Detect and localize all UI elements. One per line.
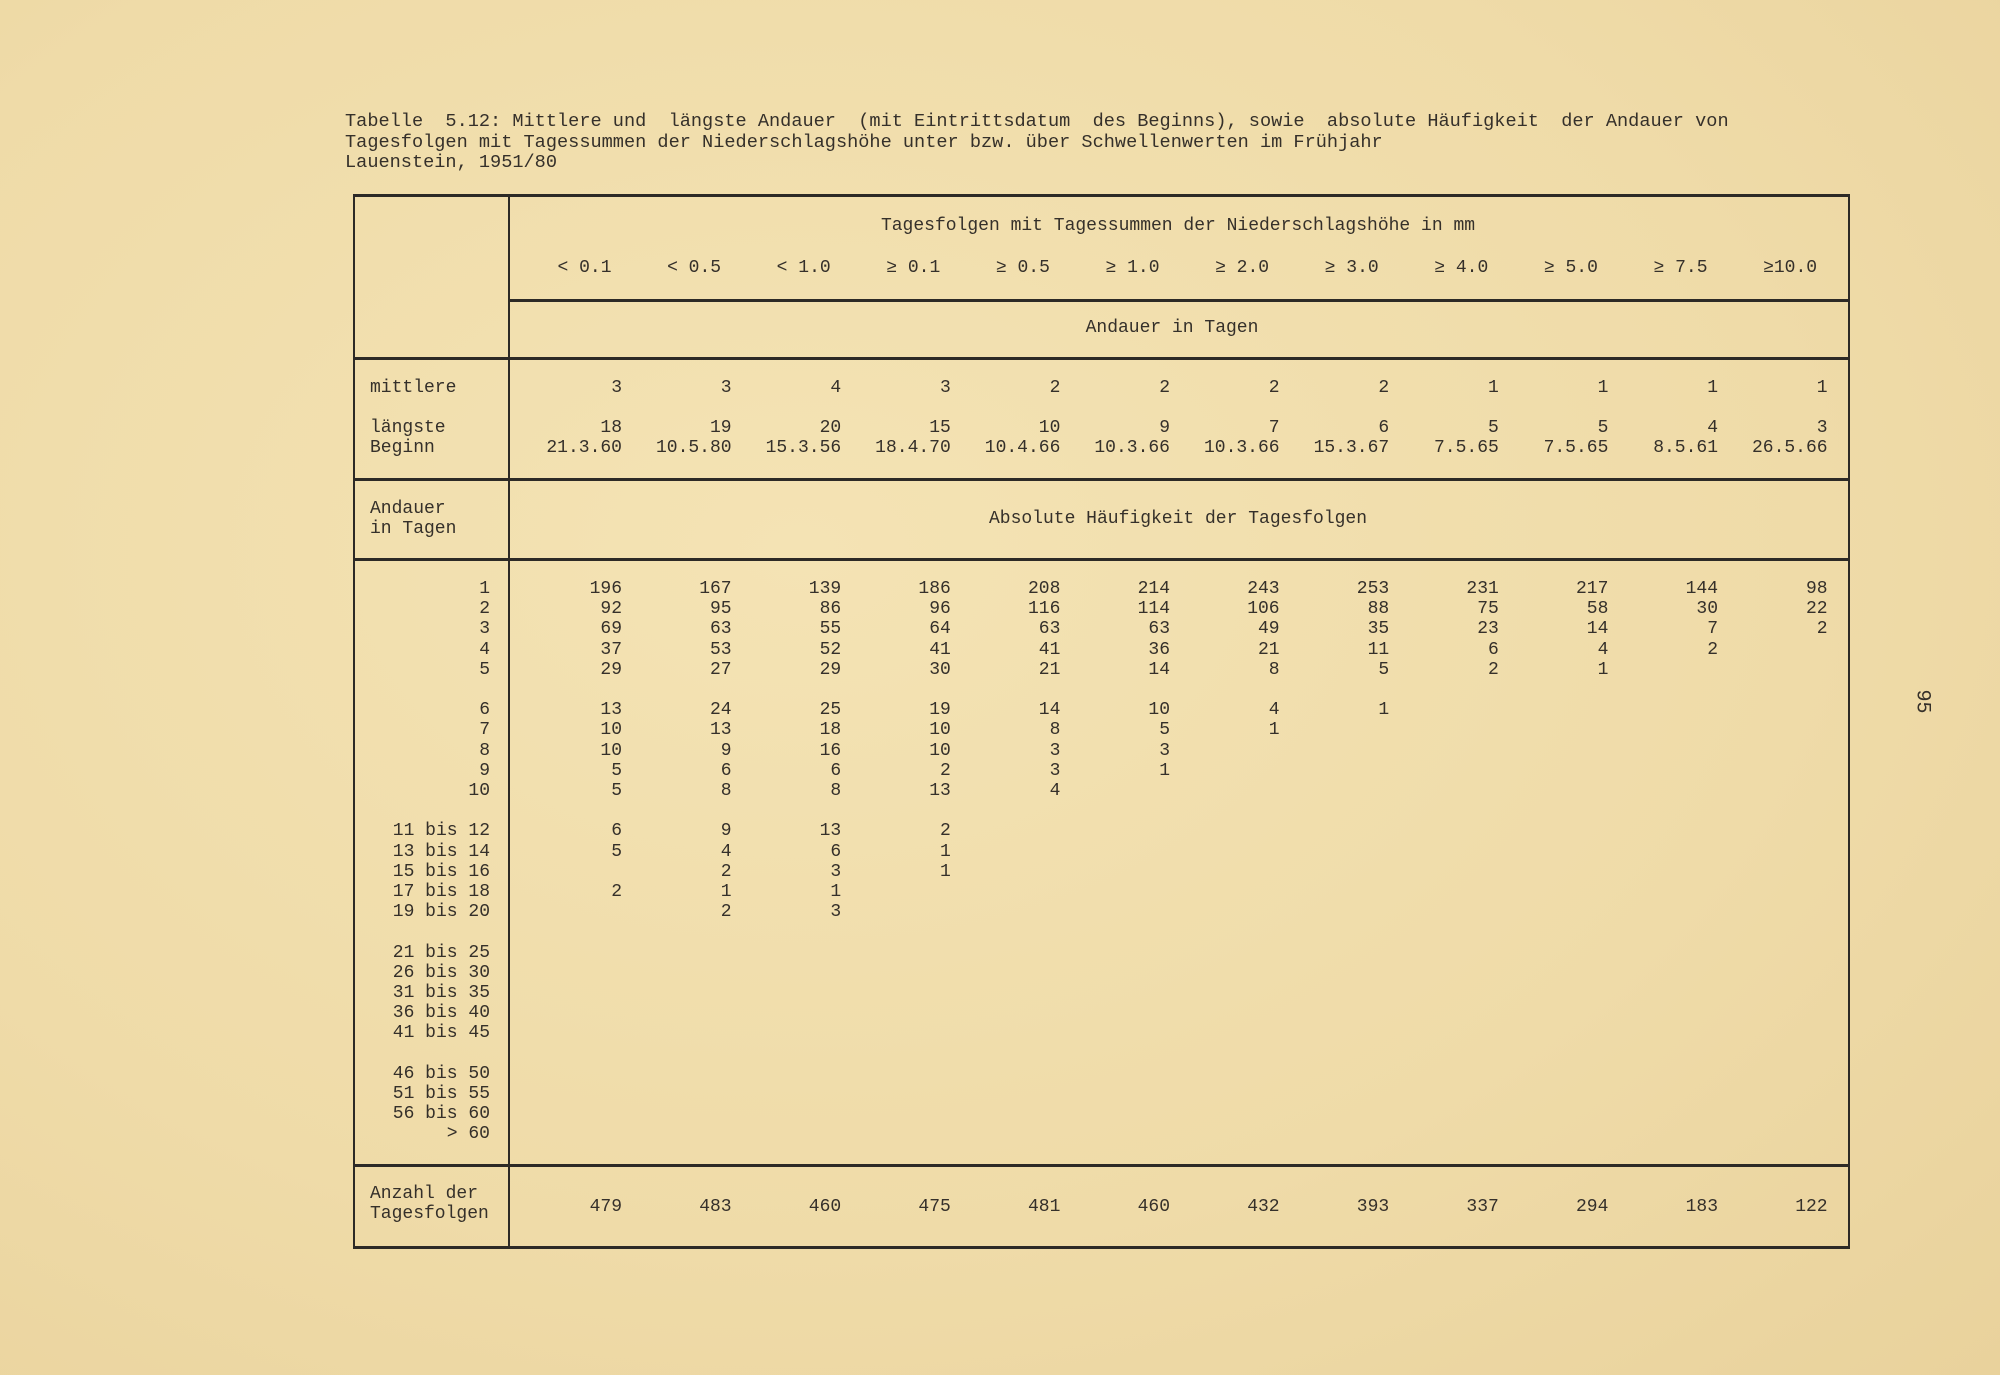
laengste-value: 7: [1268, 418, 1280, 438]
frequency-value: 8: [1049, 720, 1061, 741]
laengste-value: 19: [709, 418, 732, 438]
duration-label: 51 bis 55: [392, 1084, 490, 1104]
frequency-value: 5: [611, 781, 622, 801]
frequency-value: 116: [1027, 599, 1061, 620]
frequency-value: 243: [1247, 579, 1280, 599]
divider: [353, 558, 1850, 561]
frequency-value: 24: [709, 700, 732, 721]
frequency-value: 253: [1356, 579, 1390, 599]
duration-label: 5: [479, 659, 490, 680]
threshold-header: ≥ 7.5: [1653, 258, 1708, 278]
mittlere-value: 3: [720, 378, 732, 398]
duration-label: 15 bis 16: [392, 861, 490, 882]
frequency-value: 96: [929, 599, 951, 620]
total-count: 475: [918, 1197, 951, 1217]
frequency-value: 186: [918, 579, 951, 599]
frequency-value: 1: [720, 882, 732, 902]
laengste-value: 15: [929, 418, 951, 438]
frequency-value: 30: [1696, 599, 1718, 620]
threshold-header: < 1.0: [776, 258, 831, 278]
frequency-value: 35: [1367, 619, 1390, 640]
duration-label: 26 bis 30: [392, 962, 490, 983]
frequency-value: 52: [819, 639, 842, 660]
laengste-value: 6: [1378, 418, 1390, 438]
table-top-border: [353, 194, 1850, 197]
threshold-header: ≥ 0.1: [886, 258, 941, 278]
frequency-value: 8: [830, 781, 842, 801]
row-header-line: Andauer: [370, 499, 446, 519]
frequency-value: 1: [1378, 700, 1390, 721]
threshold-header: ≥ 5.0: [1543, 258, 1598, 278]
column-divider: [508, 194, 510, 1249]
duration-label: 2: [479, 599, 490, 620]
mittlere-value: 2: [1159, 378, 1170, 398]
frequency-value: 1: [1159, 760, 1170, 781]
beginn-date: 18.4.70: [875, 438, 951, 458]
mittlere-value: 1: [1816, 378, 1828, 398]
total-count: 481: [1027, 1197, 1061, 1217]
frequency-value: 139: [808, 579, 842, 599]
frequency-value: 6: [1487, 639, 1499, 660]
frequency-value: 10: [929, 740, 951, 761]
mittlere-value: 1: [1597, 378, 1609, 398]
frequency-value: 217: [1575, 579, 1609, 599]
duration-title: Andauer in Tagen: [1085, 318, 1259, 338]
frequency-value: 106: [1247, 599, 1280, 620]
frequency-value: 144: [1685, 579, 1718, 599]
beginn-date: 10.3.66: [1094, 438, 1170, 458]
frequency-value: 5: [611, 841, 622, 862]
caption-line: Lauenstein, 1951/80: [345, 152, 558, 173]
frequency-value: 7: [1707, 619, 1718, 640]
beginn-date: 26.5.66: [1751, 438, 1828, 458]
beginn-date: 15.3.67: [1313, 438, 1390, 458]
frequency-value: 214: [1137, 579, 1170, 599]
total-count: 294: [1575, 1197, 1609, 1217]
frequency-value: 29: [819, 659, 842, 680]
frequency-value: 86: [819, 599, 842, 620]
frequency-value: 3: [830, 902, 842, 923]
frequency-value: 95: [709, 599, 732, 620]
frequency-value: 2: [1487, 659, 1499, 680]
frequency-value: 10: [600, 720, 622, 741]
duration-label: 3: [479, 619, 490, 640]
mittlere-value: 4: [830, 378, 842, 398]
frequency-value: 6: [720, 760, 732, 781]
threshold-header: ≥10.0: [1763, 258, 1818, 278]
beginn-date: 15.3.56: [765, 438, 842, 458]
mittlere-value: 2: [1049, 378, 1061, 398]
frequency-value: 14: [1586, 619, 1609, 640]
frequency-value: 13: [929, 781, 951, 801]
frequency-value: 4: [1268, 700, 1280, 721]
total-count: 393: [1356, 1197, 1390, 1217]
caption-line: Tabelle 5.12: Mittlere und längste Andauer (mit Eintrittsdatum des Beginns), sowie absolute Häufigkeit der Andauer von: [345, 111, 1729, 132]
frequency-value: 5: [611, 760, 622, 781]
group-title: Tagesfolgen mit Tagessummen der Niederschlagshöhe in mm: [880, 216, 1476, 236]
mittlere-value: 1: [1487, 378, 1499, 398]
frequency-value: 4: [720, 841, 732, 862]
duration-label: 17 bis 18: [392, 882, 490, 902]
duration-label: 10: [468, 781, 490, 801]
duration-label: 41 bis 45: [392, 1023, 490, 1044]
frequency-value: 14: [1038, 700, 1061, 721]
frequency-value: 2: [939, 760, 951, 781]
frequency-value: 25: [819, 700, 842, 721]
frequency-value: 1: [830, 882, 842, 902]
frequency-value: 3: [1159, 740, 1170, 761]
threshold-header: ≥ 4.0: [1434, 258, 1489, 278]
page-number: 95: [1910, 689, 1934, 714]
total-count: 483: [699, 1197, 732, 1217]
laengste-value: 4: [1707, 418, 1718, 438]
threshold-header: ≥ 1.0: [1105, 258, 1160, 278]
threshold-header: < 0.1: [557, 258, 612, 278]
frequency-value: 16: [819, 740, 842, 761]
duration-label: 4: [479, 639, 490, 660]
frequency-value: 29: [600, 659, 622, 680]
frequency-value: 6: [830, 760, 842, 781]
duration-label: 9: [479, 760, 490, 781]
beginn-date: 10.3.66: [1203, 438, 1280, 458]
frequency-value: 23: [1477, 619, 1499, 640]
mittlere-value: 2: [1268, 378, 1280, 398]
duration-label: 13 bis 14: [392, 841, 490, 862]
frequency-value: 5: [1378, 659, 1390, 680]
frequency-value: 88: [1367, 599, 1390, 620]
frequency-value: 4: [1597, 639, 1609, 660]
frequency-value: 2: [611, 882, 622, 902]
duration-row-header: [370, 499, 456, 539]
frequency-value: 13: [600, 700, 622, 721]
duration-label: 56 bis 60: [392, 1104, 490, 1125]
frequency-value: 53: [709, 639, 732, 660]
frequency-value: 9: [720, 740, 732, 761]
table-right-border: [1848, 194, 1850, 1249]
frequency-value: 2: [1707, 639, 1718, 660]
laengste-label-text: längste: [370, 418, 446, 438]
frequency-value: 2: [720, 902, 732, 923]
laengste-label: [370, 418, 446, 458]
laengste-value: 10: [1038, 418, 1061, 438]
beginn-date: 21.3.60: [546, 438, 622, 458]
laengste-value: 18: [600, 418, 622, 438]
threshold-header: ≥ 0.5: [995, 258, 1050, 278]
beginn-date: 10.5.80: [655, 438, 732, 458]
frequency-value: 1: [939, 841, 951, 862]
duration-label: 21 bis 25: [392, 942, 490, 963]
frequency-value: 3: [1049, 760, 1061, 781]
frequency-value: 231: [1466, 579, 1499, 599]
laengste-value: 9: [1159, 418, 1170, 438]
threshold-header: ≥ 3.0: [1324, 258, 1379, 278]
duration-label: 8: [479, 740, 490, 761]
duration-label: 19 bis 20: [392, 902, 490, 923]
divider: [353, 478, 1850, 481]
frequency-value: 1: [1268, 720, 1280, 741]
mittlere-value: 3: [939, 378, 951, 398]
total-count: 432: [1247, 1197, 1280, 1217]
frequency-value: 9: [720, 821, 732, 842]
frequency-value: 22: [1805, 599, 1828, 620]
beginn-date: 8.5.61: [1653, 438, 1718, 458]
laengste-value: 5: [1487, 418, 1499, 438]
duration-label: 46 bis 50: [392, 1063, 490, 1084]
row-header-line: in Tagen: [370, 519, 457, 539]
beginn-label-text: Beginn: [370, 438, 435, 458]
duration-label: 11 bis 12: [392, 821, 490, 842]
frequency-value: 3: [830, 861, 842, 882]
frequency-value: 8: [1268, 659, 1280, 680]
frequency-value: 3: [1049, 740, 1061, 761]
duration-label: 1: [479, 579, 490, 599]
frequency-value: 19: [929, 700, 951, 721]
totals-label: [370, 1184, 489, 1224]
table-caption: [345, 112, 1729, 174]
frequency-value: 2: [939, 821, 951, 842]
frequency-value: 196: [589, 579, 622, 599]
frequency-value: 1: [1597, 659, 1609, 680]
frequency-value: 30: [929, 659, 951, 680]
frequency-value: 36: [1148, 639, 1170, 660]
frequency-value: 21: [1257, 639, 1280, 660]
duration-label: 7: [479, 720, 490, 741]
table-bottom-border: [353, 1246, 1850, 1249]
frequency-value: 114: [1137, 599, 1170, 620]
threshold-header: ≥ 2.0: [1215, 258, 1270, 278]
divider: [353, 357, 1850, 360]
duration-label: > 60: [446, 1124, 490, 1145]
frequency-value: 41: [929, 639, 951, 660]
duration-label: 6: [479, 700, 490, 721]
frequency-value: 55: [819, 619, 842, 640]
frequency-value: 63: [1148, 619, 1170, 640]
frequency-value: 64: [929, 619, 951, 640]
frequency-value: 41: [1038, 639, 1061, 660]
duration-label: 31 bis 35: [392, 983, 490, 1003]
frequency-value: 4: [1049, 781, 1061, 801]
frequency-value: 27: [709, 659, 732, 680]
frequency-value: 58: [1586, 599, 1609, 620]
frequency-value: 6: [830, 841, 842, 862]
frequency-value: 49: [1257, 619, 1280, 640]
threshold-header: < 0.5: [667, 258, 722, 278]
frequency-value: 10: [929, 720, 951, 741]
frequency-value: 6: [611, 821, 622, 842]
divider: [509, 299, 1850, 302]
frequency-value: 2: [1816, 619, 1828, 640]
total-count: 460: [808, 1197, 842, 1217]
totals-label-line: Anzahl der: [370, 1184, 479, 1204]
frequency-value: 10: [600, 740, 622, 761]
frequency-value: 11: [1367, 639, 1390, 660]
frequency-title: Absolute Häufigkeit der Tagesfolgen: [988, 509, 1368, 529]
total-count: 122: [1795, 1197, 1828, 1217]
beginn-date: 7.5.65: [1433, 438, 1499, 458]
frequency-value: 21: [1038, 659, 1061, 680]
mittlere-value: 1: [1707, 378, 1718, 398]
mittlere-value: 2: [1378, 378, 1390, 398]
total-count: 337: [1466, 1197, 1499, 1217]
frequency-value: 63: [709, 619, 732, 640]
mittlere-value: 3: [611, 378, 622, 398]
frequency-value: 5: [1159, 720, 1170, 741]
frequency-value: 37: [600, 639, 622, 660]
frequency-value: 1: [939, 861, 951, 882]
frequency-value: 98: [1805, 579, 1828, 599]
mittlere-label: mittlere: [370, 378, 457, 398]
total-count: 183: [1685, 1197, 1718, 1217]
totals-label-line: Tagesfolgen: [370, 1204, 489, 1224]
total-count: 479: [589, 1197, 622, 1217]
beginn-date: 7.5.65: [1543, 438, 1609, 458]
laengste-value: 20: [819, 418, 842, 438]
frequency-value: 69: [600, 619, 622, 640]
frequency-value: 10: [1148, 700, 1170, 721]
frequency-value: 2: [720, 861, 732, 882]
caption-line: Tagesfolgen mit Tagessummen der Niederschlagshöhe unter bzw. über Schwellenwerten im Frühjahr: [345, 131, 1383, 153]
duration-label: 36 bis 40: [392, 1003, 490, 1024]
frequency-value: 14: [1148, 659, 1170, 680]
beginn-date: 10.4.66: [984, 438, 1061, 458]
frequency-value: 13: [709, 720, 732, 741]
frequency-value: 167: [699, 579, 732, 599]
frequency-value: 63: [1038, 619, 1061, 640]
total-count: 460: [1137, 1197, 1170, 1217]
divider: [353, 1164, 1850, 1167]
frequency-value: 8: [720, 781, 732, 801]
frequency-value: 18: [819, 720, 842, 741]
frequency-value: 208: [1027, 579, 1061, 599]
laengste-value: 5: [1597, 418, 1609, 438]
laengste-value: 3: [1816, 418, 1828, 438]
frequency-value: 13: [819, 821, 842, 842]
frequency-value: 92: [600, 599, 622, 620]
frequency-value: 75: [1477, 599, 1499, 620]
